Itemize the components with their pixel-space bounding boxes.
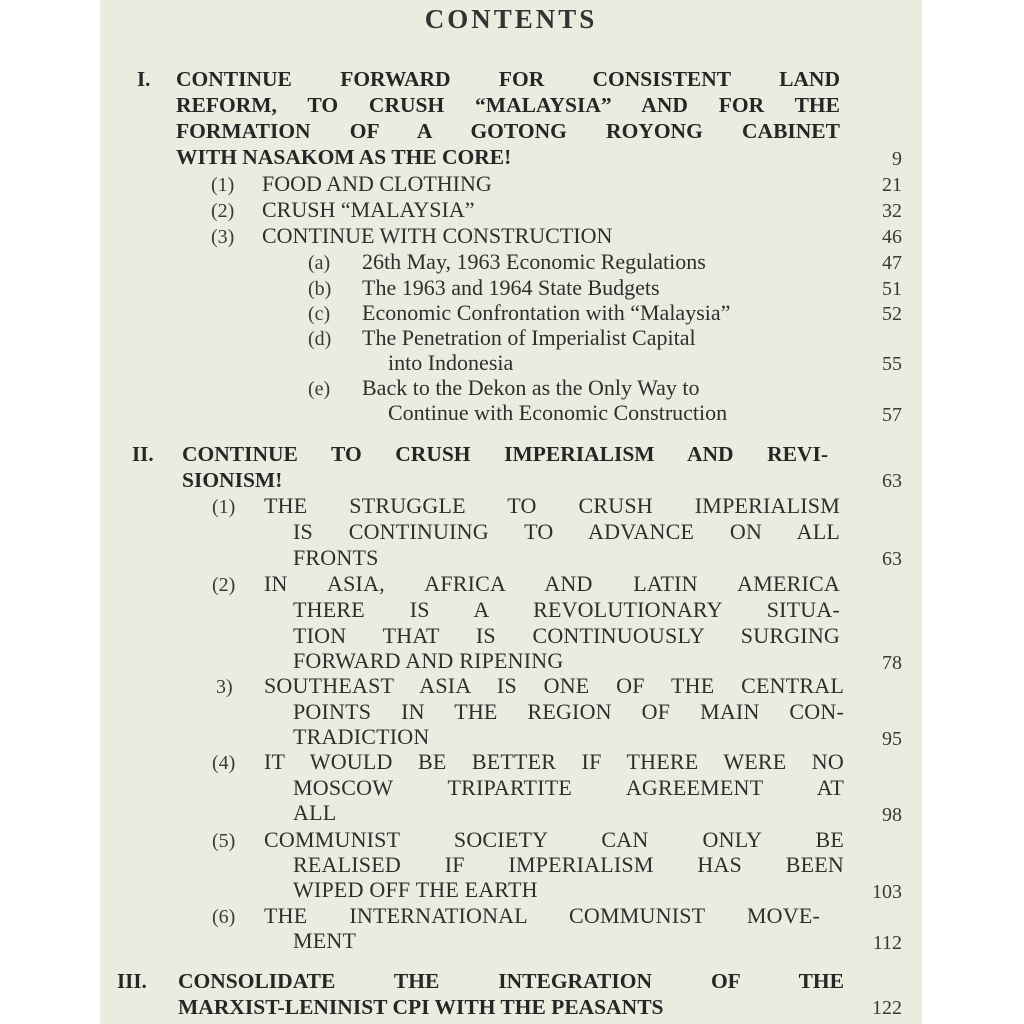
page-number: 112 — [872, 932, 902, 954]
subitem-title: The 1963 and 1964 State Budgets — [362, 275, 660, 300]
subitem-title: Continue with Economic Construction — [388, 400, 728, 425]
item-title: IS CONTINUING TO ADVANCE ON ALL — [293, 519, 840, 544]
subitem-letter: (c) — [308, 303, 331, 325]
item-title: TION THAT IS CONTINUOUSLY SURGING — [293, 623, 840, 648]
item-title: COMMUNIST SOCIETY CAN ONLY BE — [264, 827, 844, 852]
item-title: MENT — [293, 928, 357, 953]
section-2-roman: II. — [132, 442, 154, 466]
item-title: ALL — [293, 800, 337, 825]
subitem-title: 26th May, 1963 Economic Regulations — [362, 249, 706, 274]
section-3-roman: III. — [117, 969, 147, 993]
page-number: 51 — [882, 278, 902, 300]
item-title: TRADICTION — [293, 724, 430, 749]
item-title: THERE IS A REVOLUTIONARY SITUA- — [293, 597, 840, 622]
item-title: WIPED OFF THE EARTH — [293, 877, 538, 902]
item-title: FOOD AND CLOTHING — [262, 171, 492, 196]
section-1-heading-line: REFORM, TO CRUSH “MALAYSIA” AND FOR THE — [176, 93, 840, 117]
page-title: CONTENTS — [424, 4, 598, 34]
item-number: 3) — [216, 676, 233, 698]
page-number: 63 — [882, 470, 902, 492]
subitem-title: The Penetration of Imperialist Capital — [362, 325, 696, 350]
page-number: 78 — [882, 652, 902, 674]
item-title: THE INTERNATIONAL COMMUNIST MOVE- — [264, 903, 820, 928]
item-title: FORWARD AND RIPENING — [293, 648, 564, 673]
item-title: POINTS IN THE REGION OF MAIN CON- — [293, 699, 844, 724]
section-2-heading-line: SIONISM! — [182, 468, 283, 492]
item-number: (1) — [211, 174, 235, 196]
item-number: (1) — [212, 496, 236, 518]
item-title: CONTINUE WITH CONSTRUCTION — [262, 223, 613, 248]
subitem-letter: (e) — [308, 378, 331, 400]
subitem-title: into Indonesia — [388, 350, 514, 375]
item-title: REALISED IF IMPERIALISM HAS BEEN — [293, 852, 844, 877]
item-number: (4) — [212, 752, 236, 774]
page-number: 52 — [882, 303, 902, 325]
section-3-heading-line: MARXIST-LENINIST CPI WITH THE PEASANTS — [178, 995, 664, 1019]
section-1-heading-line: WITH NASAKOM AS THE CORE! — [176, 145, 512, 169]
page-number: 46 — [882, 226, 902, 248]
page-number: 103 — [872, 881, 902, 903]
subitem-title: Back to the Dekon as the Only Way to — [362, 375, 700, 400]
subitem-letter: (b) — [308, 278, 332, 300]
item-title: IT WOULD BE BETTER IF THERE WERE NO — [264, 749, 844, 774]
page-number: 55 — [882, 353, 902, 375]
page-number: 95 — [882, 728, 902, 750]
section-1-roman: I. — [137, 67, 151, 91]
page-number: 32 — [882, 200, 902, 222]
subitem-title: Economic Confrontation with “Malaysia” — [362, 300, 731, 325]
section-2-heading-line: CONTINUE TO CRUSH IMPERIALISM AND REVI- — [182, 442, 828, 466]
item-number: (2) — [212, 574, 236, 596]
page-number: 98 — [882, 804, 902, 826]
item-number: (6) — [212, 906, 236, 928]
item-title: CRUSH “MALAYSIA” — [262, 197, 475, 222]
contents-page — [100, 0, 922, 1024]
subitem-letter: (a) — [308, 252, 331, 274]
page-number: 47 — [882, 252, 902, 274]
item-title: MOSCOW TRIPARTITE AGREEMENT AT — [293, 775, 844, 800]
item-title: IN ASIA, AFRICA AND LATIN AMERICA — [264, 571, 840, 596]
item-title: SOUTHEAST ASIA IS ONE OF THE CENTRAL — [264, 673, 844, 698]
section-3-heading-line: CONSOLIDATE THE INTEGRATION OF THE — [178, 969, 844, 993]
page-number: 122 — [872, 997, 902, 1019]
item-number: (2) — [211, 200, 235, 222]
item-number: (3) — [211, 226, 235, 248]
section-1-heading-line: CONTINUE FORWARD FOR CONSISTENT LAND — [176, 67, 840, 91]
item-title: THE STRUGGLE TO CRUSH IMPERIALISM — [264, 493, 840, 518]
page-number: 9 — [892, 148, 902, 170]
item-title: FRONTS — [293, 545, 379, 570]
subitem-letter: (d) — [308, 328, 332, 350]
section-1-heading-line: FORMATION OF A GOTONG ROYONG CABINET — [176, 119, 840, 143]
page-number: 63 — [882, 548, 902, 570]
page-number: 21 — [882, 174, 902, 196]
page-number: 57 — [882, 404, 902, 426]
item-number: (5) — [212, 830, 236, 852]
